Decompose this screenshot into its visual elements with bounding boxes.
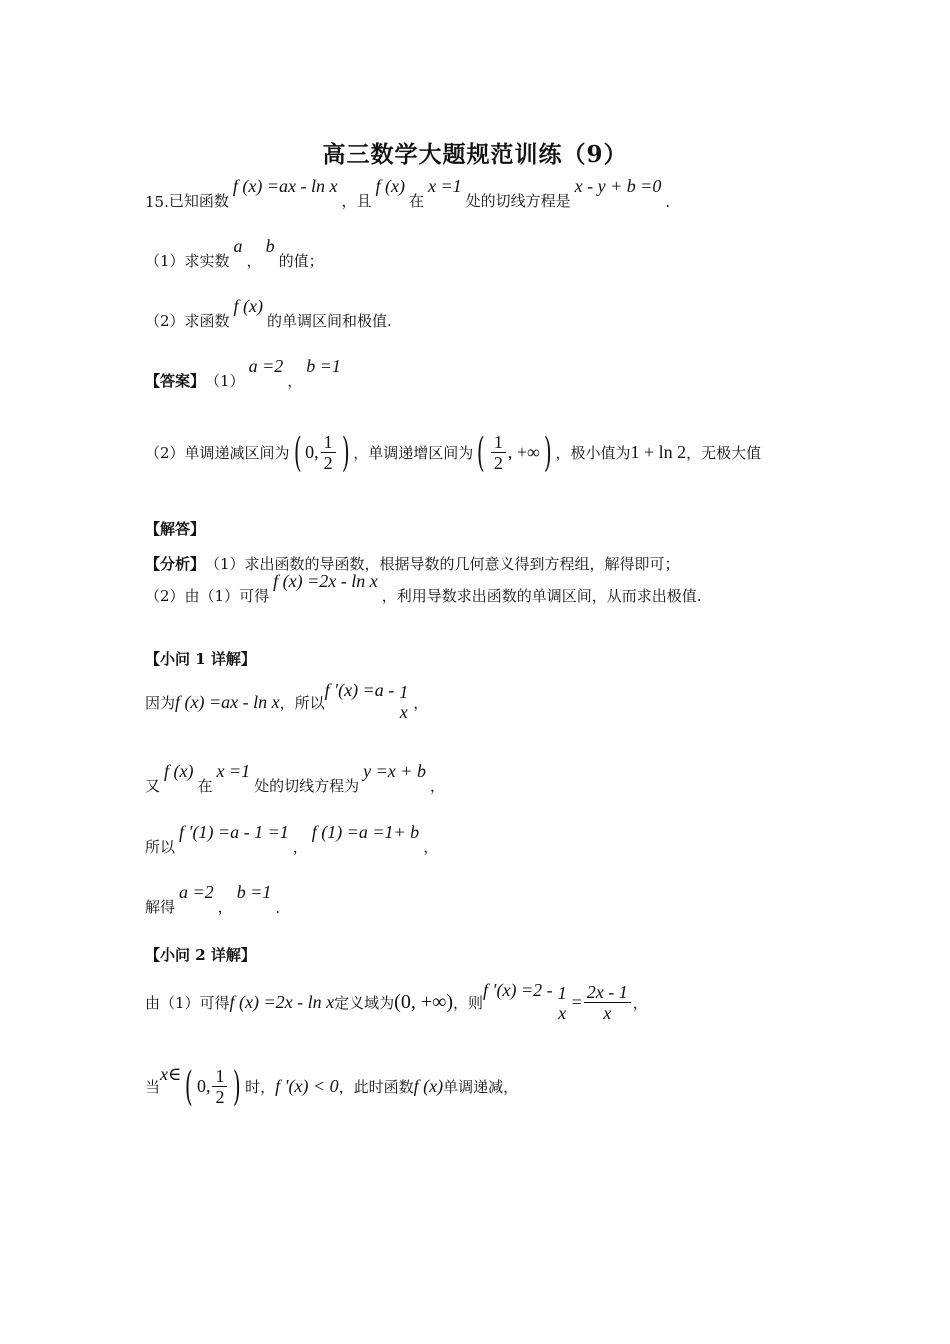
right-paren: ) (341, 429, 350, 476)
text: （1） (205, 372, 245, 390)
text: ，极小值为 (555, 444, 631, 462)
problem-line (145, 176, 671, 211)
question-2 (145, 296, 392, 331)
solution-label: 【解答】 (145, 520, 206, 538)
math-equals: = (571, 992, 582, 1012)
text: （2）单调递减区间为 (145, 444, 290, 462)
numerator: 1 (212, 1066, 227, 1087)
text: ，所以 (279, 693, 325, 712)
fraction-half (491, 432, 506, 473)
analysis-label: 【分析】 (145, 555, 206, 573)
text: （2）求函数 (145, 312, 230, 330)
text: 解得 (145, 898, 176, 916)
problem-number: 15. (145, 193, 169, 211)
text: 的单调区间和极值. (267, 312, 392, 330)
text: . (275, 899, 281, 917)
text: 已知函数 (168, 192, 229, 210)
math-domain: (0, +∞) (394, 991, 454, 1013)
denominator: 2 (323, 453, 333, 473)
text: ，利用导数求出函数的单调区间，从而求出极值. (381, 587, 702, 605)
math-a: a (233, 236, 243, 256)
text: 处的切线方程是 (465, 192, 571, 210)
answer-line-1 (145, 356, 345, 391)
text: 所以 (145, 838, 176, 856)
numerator: 1 (321, 432, 336, 453)
math-tangent: x - y + b =0 (574, 176, 662, 196)
math-f-prime-lt-0: f ′(x) < 0 (275, 1076, 339, 1096)
part1-label: 【小问 1 详解】 (145, 650, 256, 668)
math-f: f (x) (164, 761, 194, 781)
text: ，无极大值 (686, 444, 762, 462)
part1-line-1 (145, 679, 429, 722)
math-f: f (x) (413, 1076, 444, 1096)
text: （1）求出函数的导函数，根据导数的几何意义得到方程组，解得即可； (205, 555, 680, 573)
math-zero: 0, (305, 442, 319, 462)
numerator: 1 (399, 682, 409, 702)
left-paren: ( (185, 1063, 194, 1110)
part2-line-1 (145, 982, 648, 1023)
numerator: 2x - 1 (584, 982, 631, 1003)
text: （2）由（1）可得 (145, 587, 270, 605)
text: 当 (145, 1078, 161, 1096)
math-b-val: b =1 (306, 356, 341, 376)
part1-line-3 (145, 822, 439, 857)
text: ， (413, 693, 429, 712)
left-paren: ( (293, 429, 302, 476)
part2-line-2 (145, 1063, 519, 1110)
text: 在 (197, 777, 213, 795)
left-paren: ( (477, 429, 485, 476)
math-x-in: x∈ (160, 1064, 182, 1084)
analysis-line-1 (145, 553, 680, 574)
text: 单调递减， (443, 1078, 519, 1096)
text: ， (429, 777, 445, 795)
math-a-val: a =2 (179, 882, 214, 902)
text: . (665, 193, 671, 211)
text: 因为 (145, 693, 176, 712)
denominator: x (399, 702, 408, 722)
part1-line-4 (145, 882, 281, 917)
text: ， (632, 994, 648, 1012)
text: 由（1）可得 (145, 994, 230, 1012)
answer-line-2 (145, 429, 762, 476)
numerator: 1 (557, 982, 567, 1003)
text: 在 (408, 192, 424, 210)
answer-label: 【答案】 (145, 372, 206, 390)
denominator: 2 (215, 1087, 225, 1107)
text: ， (423, 838, 439, 856)
math-f2x: f (x) =2x - ln x (229, 992, 335, 1012)
math-f-prime: f ′(x) =a - (324, 679, 395, 700)
denominator: x (603, 1003, 612, 1023)
analysis-line-2 (145, 571, 702, 606)
text: 定义域为 (334, 994, 395, 1012)
math-f: f (x) (233, 296, 264, 316)
fraction-one-over-x (396, 682, 411, 722)
question-1 (145, 236, 324, 271)
part1-line-2 (145, 761, 445, 796)
text: 处的切线方程为 (254, 777, 360, 795)
text: ， (287, 372, 303, 390)
fraction-half (321, 432, 336, 473)
math-a-val: a =2 (248, 356, 284, 376)
math-f-def: f (x) =ax - ln x (232, 176, 338, 196)
text: ，则 (453, 994, 484, 1012)
text: 时， (245, 1078, 276, 1096)
text: 的值； (278, 252, 324, 270)
math-f-def: f (x) =ax - ln x (175, 691, 280, 712)
text: 又 (145, 777, 161, 795)
numerator: 1 (491, 432, 506, 453)
math-f2x: f (x) =2x - ln x (273, 571, 378, 591)
math-min-val: 1 + ln 2 (630, 442, 687, 462)
math-f-1: f (1) =a =1+ b (311, 822, 420, 842)
math-x-eq-1: x =1 (428, 176, 462, 196)
math-f-prime-1: f ′(1) =a - 1 =1 (179, 822, 289, 842)
math-zero: 0, (196, 1076, 211, 1096)
text: ，且 (341, 192, 372, 210)
text: （1）求实数 (145, 252, 230, 270)
page-title: 高三数学大题规范训练（9） (322, 141, 628, 168)
denominator: x (558, 1002, 567, 1023)
math-b-val: b =1 (236, 882, 272, 902)
right-paren: ) (233, 1063, 242, 1110)
text: ，单调递增区间为 (353, 444, 474, 462)
part2-label: 【小问 2 详解】 (145, 946, 256, 964)
math-tangent: y =x + b (363, 761, 426, 781)
fraction-2x-minus-1-over-x (584, 982, 631, 1023)
text: ， (246, 252, 262, 270)
text: ，此时函数 (338, 1078, 414, 1096)
math-b: b (265, 236, 275, 256)
math-f-prime: f ′(x) =2 - (483, 980, 553, 1000)
text: ， (217, 898, 233, 916)
math-plus-inf: , +∞ (507, 442, 540, 462)
fraction-one-over-x (555, 983, 570, 1023)
math-x-eq-1: x =1 (216, 761, 251, 781)
text: ， (292, 838, 308, 856)
fraction-half (212, 1066, 227, 1107)
right-paren: ) (543, 429, 552, 476)
denominator: 2 (493, 453, 503, 473)
math-f: f (x) (375, 176, 405, 196)
